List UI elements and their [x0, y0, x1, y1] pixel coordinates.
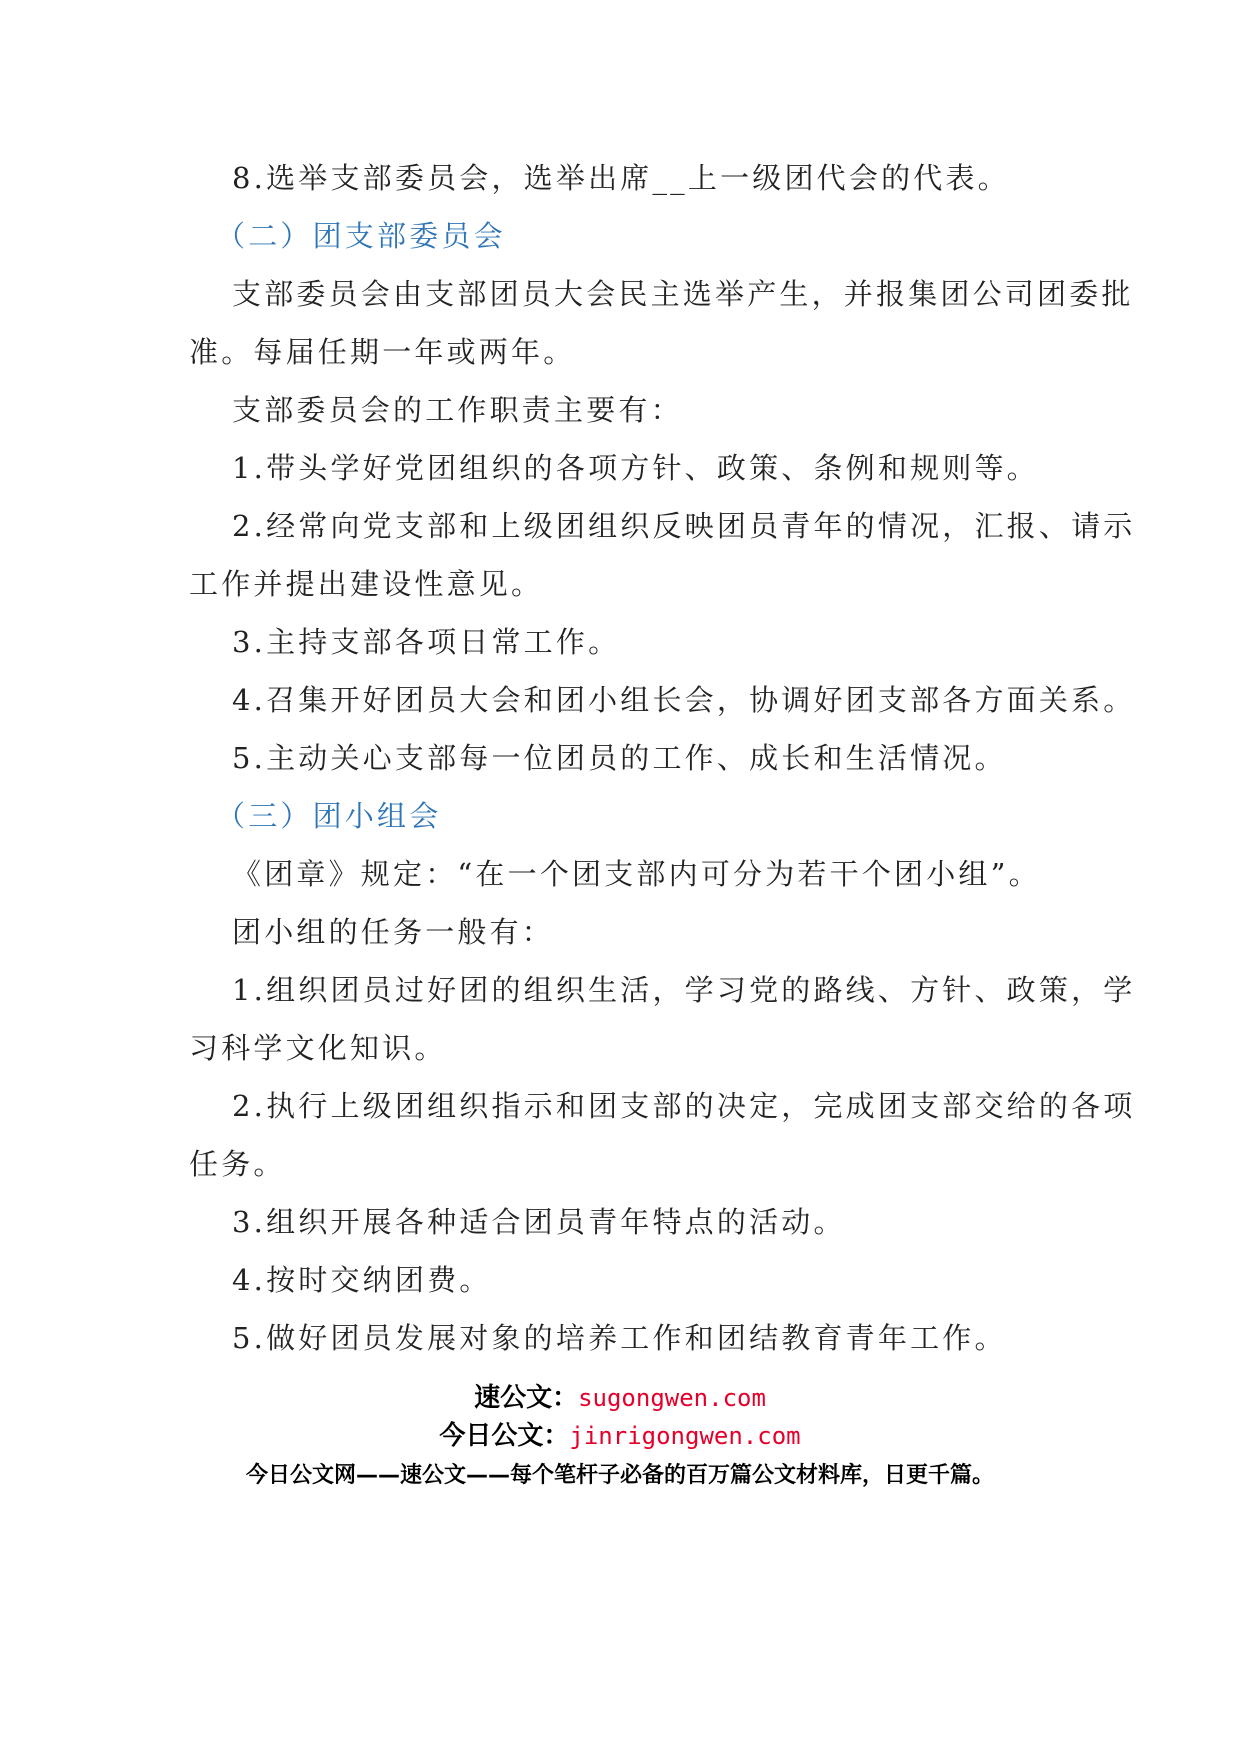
- footer-link-jinrigongwen[interactable]: jinrigongwen.com: [569, 1422, 801, 1450]
- duty-3: 3.主持支部各项日常工作。: [232, 625, 621, 659]
- item-8: 8.选举支部委员会，选举出席__上一级团代会的代表。: [232, 161, 1010, 195]
- duty-5: 5.主动关心支部每一位团员的工作、成长和生活情况。: [232, 741, 1007, 775]
- task-2-line-1: 2.执行上级团组织指示和团支部的决定，完成团支部交给的各项: [232, 1089, 1136, 1123]
- paragraph-tasks-intro: 团小组的任务一般有：: [232, 915, 555, 949]
- task-2-line-2: 任务。: [189, 1147, 286, 1181]
- section-heading-group: （三）团小组会: [216, 799, 442, 833]
- section-heading-committee: （二）团支部委员会: [216, 219, 506, 253]
- footer-slogan: 今日公文网——速公文——每个笔杆子必备的百万篇公文材料库，日更千篇。: [245, 1463, 994, 1488]
- paragraph-committee-line-2: 准。每届任期一年或两年。: [189, 335, 576, 369]
- task-1-line-1: 1.组织团员过好团的组织生活，学习党的路线、方针、政策，学: [232, 973, 1136, 1007]
- task-3: 3.组织开展各种适合团员青年特点的活动。: [232, 1205, 846, 1239]
- footer-label-sugongwen: 速公文：: [474, 1383, 579, 1413]
- paragraph-charter: 《团章》规定：“在一个团支部内可分为若干个团小组”。: [232, 857, 1041, 891]
- footer-label-jinrigongwen: 今日公文：: [439, 1421, 570, 1451]
- task-4: 4.按时交纳团费。: [232, 1263, 492, 1297]
- task-1-line-2: 习科学文化知识。: [189, 1031, 447, 1065]
- duty-2-line-1: 2.经常向党支部和上级团组织反映团员青年的情况，汇报、请示: [232, 509, 1136, 543]
- footer-line-jinrigongwen: [0, 1418, 1240, 1454]
- paragraph-committee-line-1: 支部委员会由支部团员大会民主选举产生，并报集团公司团委批: [232, 277, 1134, 311]
- footer-line-sugongwen: [0, 1380, 1240, 1416]
- duty-1: 1.带头学好党团组织的各项方针、政策、条例和规则等。: [232, 451, 1039, 485]
- task-5: 5.做好团员发展对象的培养工作和团结教育青年工作。: [232, 1321, 1007, 1355]
- footer-link-sugongwen[interactable]: sugongwen.com: [578, 1384, 766, 1412]
- duty-4: 4.召集开好团员大会和团小组长会，协调好团支部各方面关系。: [232, 683, 1136, 717]
- paragraph-duties-intro: 支部委员会的工作职责主要有：: [232, 393, 683, 427]
- duty-2-line-2: 工作并提出建设性意见。: [189, 567, 544, 601]
